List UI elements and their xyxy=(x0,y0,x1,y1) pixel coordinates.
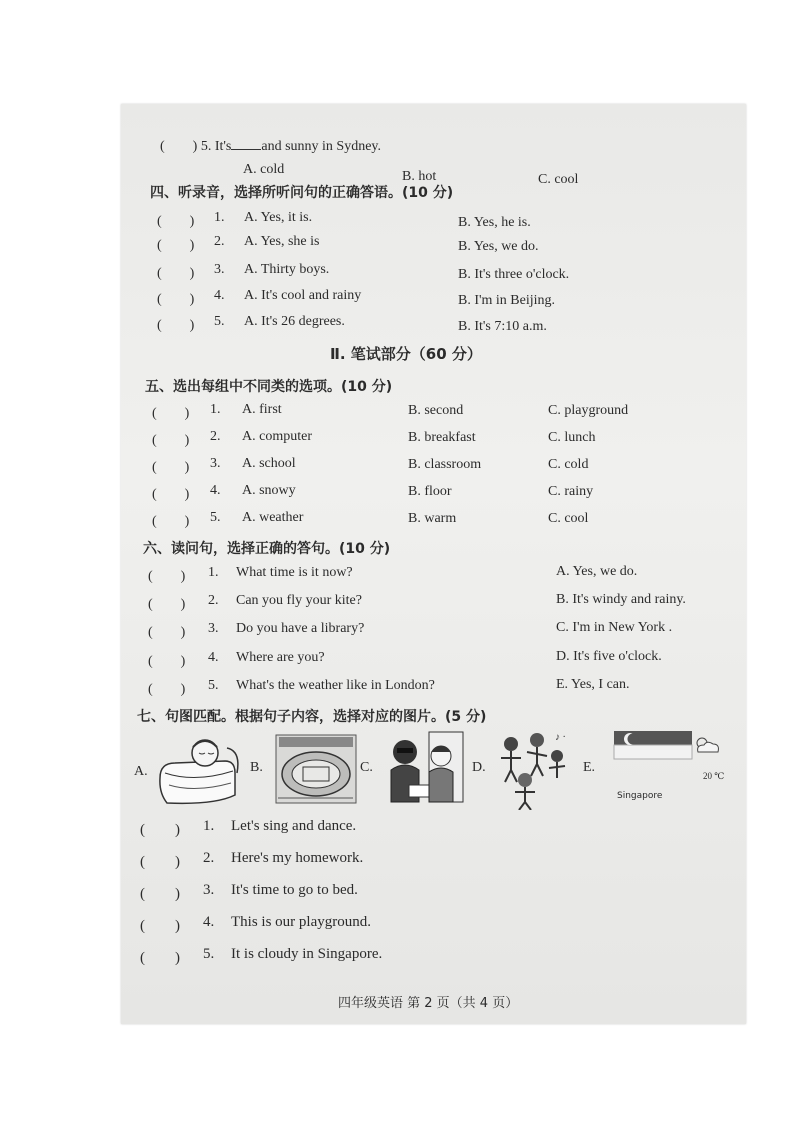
answer-paren[interactable]: ( ) xyxy=(140,854,180,870)
sentence-text: It is cloudy in Singapore. xyxy=(231,946,383,962)
show-through-text xyxy=(600,140,603,155)
answer-paren[interactable]: ( ) xyxy=(157,238,195,253)
question-number: 4. xyxy=(210,483,221,498)
question-number: 5. xyxy=(200,139,212,154)
picture-label-b: B. xyxy=(250,760,263,775)
answer-option: A. Yes, we do. xyxy=(556,564,638,579)
question-number: 2. xyxy=(208,593,219,608)
answer-paren[interactable]: ( ) xyxy=(140,822,180,838)
answer-option: C. I'm in New York . xyxy=(556,620,673,635)
question-text: What's the weather like in London? xyxy=(236,678,435,693)
option-a: A. snowy xyxy=(242,483,296,498)
option-b: B. floor xyxy=(408,484,452,499)
option-c: C. cool xyxy=(548,511,589,526)
answer-option: E. Yes, I can. xyxy=(556,677,630,692)
question-number: 2. xyxy=(214,234,225,249)
option-b: B. I'm in Beijing. xyxy=(458,293,556,308)
temperature-caption: 20 ℃ xyxy=(703,771,725,781)
question-text: Can you fly your kite? xyxy=(236,593,362,608)
question-number: 2. xyxy=(203,850,215,866)
option-a: A. It's cool and rainy xyxy=(244,288,362,303)
answer-paren[interactable]: ( ) xyxy=(152,460,190,475)
playground-picture xyxy=(275,734,357,804)
answer-paren[interactable]: ( ) xyxy=(152,406,190,421)
option-a: A. Yes, she is xyxy=(244,234,320,249)
question-number: 5. xyxy=(214,314,225,329)
answer-paren[interactable]: ( ) xyxy=(152,514,190,529)
page-footer: 四年级英语 第 2 页（共 4 页） xyxy=(338,996,519,1011)
section-6-title: 六、读问句，选择正确的答句。(10 分) xyxy=(143,541,391,557)
answer-paren[interactable]: ( ) xyxy=(140,886,180,902)
option-c: C. cool xyxy=(538,172,579,187)
answer-paren[interactable]: ( ) xyxy=(152,433,190,448)
sentence-text: This is our playground. xyxy=(231,914,371,930)
question-number: 2. xyxy=(210,429,221,444)
question-number: 4. xyxy=(203,914,215,930)
question-number: 5. xyxy=(210,510,221,525)
fill-blank[interactable] xyxy=(231,149,261,150)
section-4-title: 四、听录音，选择所听问句的正确答语。(10 分) xyxy=(150,185,454,201)
question-number: 1. xyxy=(210,402,221,417)
question-text: It's xyxy=(214,139,232,154)
sec3-q5 xyxy=(160,135,381,155)
option-c: C. cold xyxy=(548,457,589,472)
option-b: B. second xyxy=(408,403,464,418)
question-text: and sunny in Sydney. xyxy=(261,139,382,154)
answer-paren[interactable]: ( ) xyxy=(157,266,195,281)
option-a: A. first xyxy=(242,402,282,417)
answer-paren[interactable]: ( ) xyxy=(140,918,180,934)
sentence-text: It's time to go to bed. xyxy=(231,882,358,898)
question-number: 4. xyxy=(214,288,225,303)
option-b: B. hot xyxy=(402,169,437,184)
sentence-text: Let's sing and dance. xyxy=(231,818,357,834)
answer-paren[interactable]: ( ) xyxy=(157,214,195,229)
answer-paren[interactable]: ( ) xyxy=(148,625,186,640)
answer-paren[interactable]: ( ) xyxy=(148,597,186,612)
answer-option: B. It's windy and rainy. xyxy=(556,592,686,607)
answer-paren[interactable]: ( ) xyxy=(152,487,190,502)
question-number: 3. xyxy=(208,621,219,636)
answer-paren[interactable]: ( ) xyxy=(148,682,186,697)
singapore-caption: Singapore xyxy=(617,791,663,801)
option-a: A. computer xyxy=(242,429,312,444)
option-a: A. weather xyxy=(242,510,304,525)
question-number: 1. xyxy=(203,818,215,834)
option-b: B. warm xyxy=(408,511,457,526)
question-number: 1. xyxy=(208,565,219,580)
picture-label-c: C. xyxy=(360,760,373,775)
option-b: B. It's 7:10 a.m. xyxy=(458,319,547,334)
option-a: A. Yes, it is. xyxy=(244,210,313,225)
singing-dancing-picture xyxy=(497,730,573,810)
option-b: B. It's three o'clock. xyxy=(458,267,570,282)
sleeping-child-picture xyxy=(155,733,243,808)
answer-paren[interactable]: ( ) xyxy=(160,139,198,154)
question-number: 5. xyxy=(208,678,219,693)
option-b: B. Yes, he is. xyxy=(458,215,531,230)
option-a: A. It's 26 degrees. xyxy=(244,314,345,329)
section-7-title: 七、句图匹配。根据句子内容，选择对应的图片。(5 分) xyxy=(137,709,487,725)
question-number: 3. xyxy=(203,882,215,898)
option-b: B. classroom xyxy=(408,457,482,472)
homework-picture xyxy=(385,730,467,810)
answer-option: D. It's five o'clock. xyxy=(556,649,662,664)
section-5-title: 五、选出每组中不同类的选项。(10 分) xyxy=(145,379,393,395)
question-number: 3. xyxy=(210,456,221,471)
option-a: A. Thirty boys. xyxy=(244,262,330,277)
part-2-title: Ⅱ. 笔试部分（60 分） xyxy=(330,345,482,363)
question-number: 3. xyxy=(214,262,225,277)
question-number: 5. xyxy=(203,946,215,962)
answer-paren[interactable]: ( ) xyxy=(148,654,186,669)
question-text: Do you have a library? xyxy=(236,621,365,636)
option-c: C. playground xyxy=(548,403,629,418)
option-a: A. school xyxy=(242,456,296,471)
singapore-weather-picture xyxy=(612,730,722,764)
picture-label-d: D. xyxy=(472,760,486,775)
svg-text:♪ ·: ♪ · xyxy=(555,732,566,743)
answer-paren[interactable]: ( ) xyxy=(140,950,180,966)
question-text: What time is it now? xyxy=(236,565,353,580)
option-c: C. lunch xyxy=(548,430,596,445)
answer-paren[interactable]: ( ) xyxy=(157,292,195,307)
question-text: Where are you? xyxy=(236,650,325,665)
picture-label-a: A. xyxy=(134,764,148,779)
sentence-text: Here's my homework. xyxy=(231,850,364,866)
answer-paren[interactable]: ( ) xyxy=(148,569,186,584)
option-a: A. cold xyxy=(243,162,285,177)
picture-label-e: E. xyxy=(583,760,596,775)
question-number: 1. xyxy=(214,210,225,225)
option-b: B. breakfast xyxy=(408,430,476,445)
question-number: 4. xyxy=(208,650,219,665)
option-c: C. rainy xyxy=(548,484,594,499)
answer-paren[interactable]: ( ) xyxy=(157,318,195,333)
option-b: B. Yes, we do. xyxy=(458,239,539,254)
